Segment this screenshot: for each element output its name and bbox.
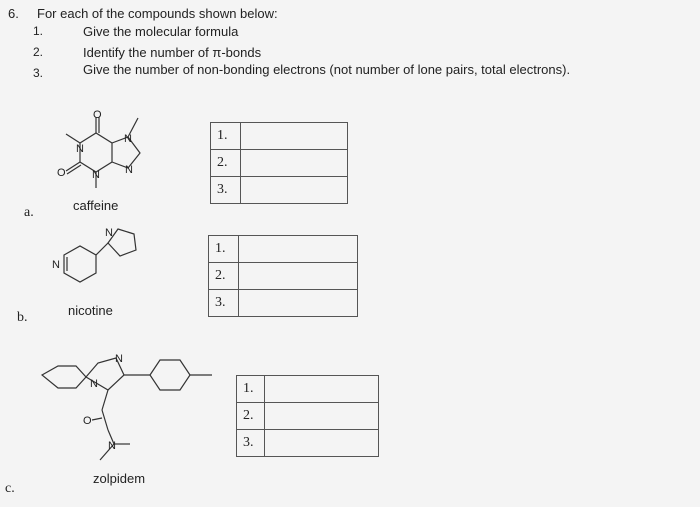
- atom-label: N: [105, 227, 113, 239]
- atom-label: N: [124, 133, 132, 145]
- step-text: Identify the number of π-bonds: [83, 45, 262, 60]
- row-number: 2.: [209, 263, 239, 290]
- answer-table-nicotine: [208, 235, 358, 317]
- step-number: 1.: [33, 24, 44, 38]
- step-number: 2.: [33, 45, 44, 59]
- answer-cell[interactable]: [241, 177, 348, 204]
- answer-table-caffeine: [210, 122, 348, 204]
- atom-label: O: [57, 167, 66, 179]
- answer-cell[interactable]: [265, 403, 379, 430]
- atom-label: N: [52, 259, 60, 271]
- answer-cell[interactable]: [265, 376, 379, 403]
- answer-cell[interactable]: [239, 236, 358, 263]
- row-number: 2.: [211, 150, 241, 177]
- part-label-c: c.: [5, 481, 15, 496]
- answer-cell[interactable]: [241, 123, 348, 150]
- row-number: 3.: [209, 290, 239, 317]
- answer-cell[interactable]: [239, 290, 358, 317]
- part-label-b: b.: [17, 310, 28, 325]
- row-number: 1.: [237, 376, 265, 403]
- row-number: 2.: [237, 403, 265, 430]
- answer-cell[interactable]: [239, 263, 358, 290]
- row-number: 3.: [237, 430, 265, 457]
- row-number: 3.: [211, 177, 241, 204]
- step-number: 3.: [33, 66, 44, 80]
- atom-label: N: [115, 353, 123, 365]
- step-text: Give the number of non-bonding electrons (not number of lone pairs, total electrons).: [83, 62, 571, 77]
- answer-cell[interactable]: [241, 150, 348, 177]
- atom-label: N: [90, 378, 98, 390]
- atom-label: N: [108, 440, 116, 452]
- answer-cell[interactable]: [265, 430, 379, 457]
- atom-label: O: [83, 415, 92, 427]
- row-number: 1.: [209, 236, 239, 263]
- compound-name-zolpidem: zolpidem: [93, 471, 146, 486]
- compound-name-nicotine: nicotine: [68, 303, 113, 318]
- answer-table-zolpidem: [236, 375, 379, 457]
- atom-label: N: [125, 164, 133, 176]
- step-text: Give the molecular formula: [83, 24, 239, 39]
- part-label-a: a.: [24, 205, 34, 220]
- row-number: 1.: [211, 123, 241, 150]
- atom-label: O: [93, 109, 102, 121]
- zolpidem-structure: [42, 353, 212, 460]
- nicotine-structure: [52, 227, 136, 282]
- atom-label: N: [76, 143, 84, 155]
- question-number: 6.: [8, 6, 19, 21]
- atom-label: N: [92, 169, 100, 181]
- caffeine-structure: [57, 109, 140, 188]
- question-intro: For each of the compounds shown below:: [37, 6, 278, 21]
- compound-name-caffeine: caffeine: [73, 198, 119, 213]
